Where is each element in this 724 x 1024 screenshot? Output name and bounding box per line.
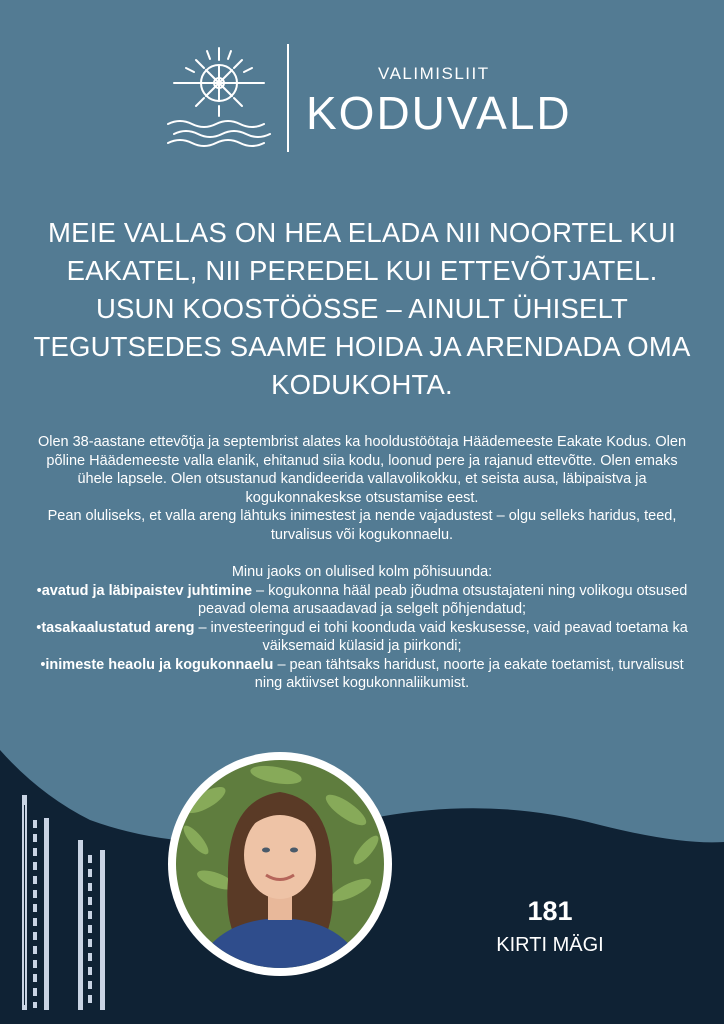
brand-subtitle: VALIMISLIIT xyxy=(378,64,490,83)
candidate-number: 181 xyxy=(527,896,573,926)
focus-title: avatud ja läbipaistev juhtimine xyxy=(41,582,253,599)
focus-item xyxy=(34,582,690,619)
focus-text: – investeeringud ei tohi koonduda vaid keskusesse, vaid peavad toetama ka väiksemaid külasid ja piirkondi; xyxy=(194,619,688,654)
focus-title: inimeste heaolu ja kogukonnaelu xyxy=(45,656,274,673)
candidate-portrait-icon xyxy=(176,760,384,968)
focus-item xyxy=(34,656,690,693)
bio-priority: Pean oluliseks, et valla areng lähtuks inimestest ja nende vajadustest – olgu selleks haridus, teed, turvalisus või kogukonnaelu. xyxy=(47,508,677,543)
focus-bullet: • xyxy=(36,619,42,636)
focus-bullet: • xyxy=(36,582,42,599)
focus-bullet: • xyxy=(40,656,46,673)
bio xyxy=(34,433,690,693)
brand-name: KODUVALD xyxy=(306,87,572,139)
logo-divider xyxy=(287,44,289,152)
focus-title: tasakaalustatud areng xyxy=(41,619,195,636)
focus-text: – kogukonna hääl peab jõudma otsustajateni ning volikogu otsused peavad olema arusaadavad ja selgelt põhjendatud; xyxy=(197,582,688,617)
headline: MEIE VALLAS ON HEA ELADA NII NOORTEL KUI EAKATEL, NII PEREDEL KUI ETTEVÕTJATEL. USUN KOOSTÖÖSSE – AINULT ÜHISELT TEGUTSEDES SAAME HOIDA JA ARENDADA OMA KODUKOHTA. xyxy=(33,217,691,400)
candidate-name: KIRTI MÄGI xyxy=(496,934,604,956)
focus-text: – pean tähtsaks haridust, noorte ja eakate toetamist, turvalisust ning aktiivset kogukonnaliikumist. xyxy=(254,656,684,691)
focus-item xyxy=(34,619,690,656)
ship-wheel-sun-waves-icon xyxy=(166,46,272,148)
focus-intro: Minu jaoks on olulised kolm põhisuunda: xyxy=(231,564,493,580)
candidate-photo xyxy=(168,752,392,976)
bio-intro: Olen 38-aastane ettevõtja ja septembrist alates ka hooldustöötaja Häädemeeste Eakate Kodus. Olen põline Häädemeeste valla elanik, ehitanud siia kodu, loonud pere ja rajanud ettevõtte. Olen emaks ühele lapsele. Olen otsustanud kandideerida vallavolikokku, et seista ausa, läbipaistva ja kogukonnakeskse otsustamise eest. xyxy=(37,434,687,506)
